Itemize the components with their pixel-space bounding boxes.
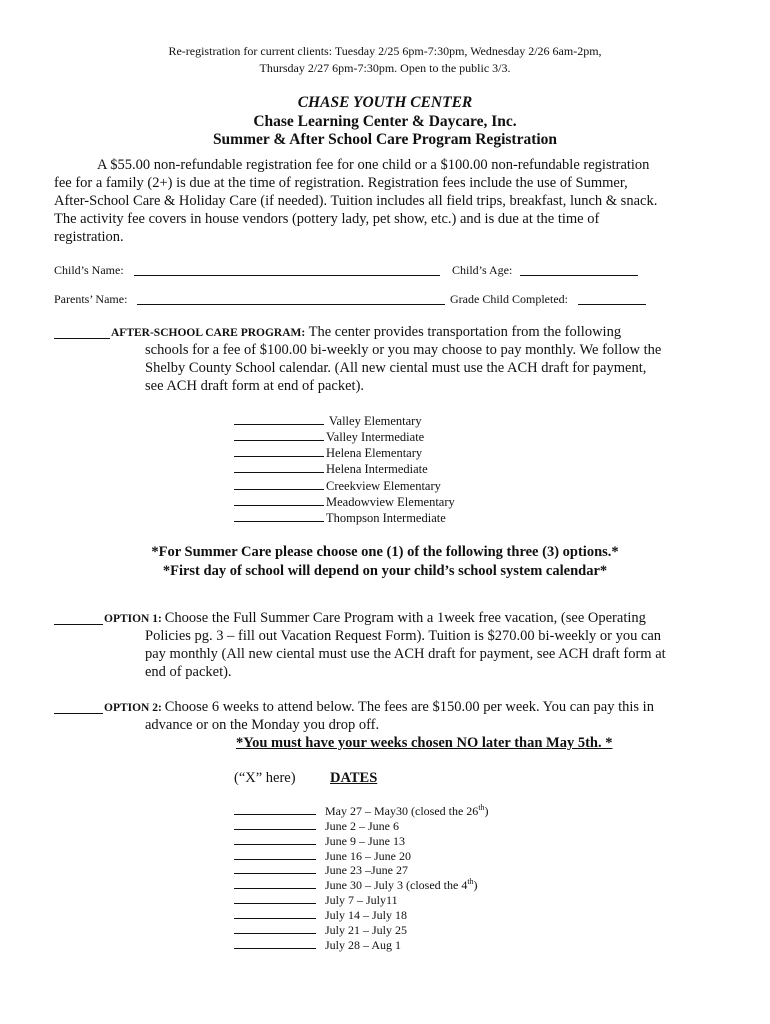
date-row	[234, 803, 489, 819]
week-sup: th	[467, 877, 474, 886]
summer-note-line2: *First day of school will depend on your child’s school system calendar*	[162, 563, 608, 579]
option1-desc-line3: pay monthly (All new ciental must use the ACH draft for payment, see ACH draft form at	[145, 646, 666, 662]
after-school-check-line[interactable]	[54, 327, 110, 339]
date-row	[234, 892, 398, 908]
after-school-desc-line4: see ACH draft form at end of packet).	[145, 378, 365, 394]
school-option-row	[234, 445, 422, 461]
week-check-line[interactable]	[234, 892, 316, 904]
org-title: CHASE YOUTH CENTER	[297, 94, 473, 111]
week-dates: July 28 – Aug 1	[325, 938, 402, 952]
date-row	[234, 937, 401, 953]
school-name: Creekview Elementary	[326, 479, 441, 493]
option1-heading	[104, 609, 646, 627]
school-name: Meadowview Elementary	[326, 495, 455, 509]
week-dates-tail: )	[473, 878, 478, 892]
week-dates: June 9 – June 13	[325, 834, 405, 848]
intro-line-1: A $55.00 non-refundable registration fee for one child or a $100.00 non-refundable registration	[97, 157, 650, 173]
after-school-desc-line2: schools for a fee of $100.00 bi-weekly or you may choose to pay monthly. We follow the	[145, 342, 662, 358]
school-check-line[interactable]	[234, 429, 324, 441]
option1-desc-line4: end of packet).	[145, 664, 232, 680]
week-check-line[interactable]	[234, 877, 316, 889]
week-check-line[interactable]	[234, 907, 316, 919]
school-name: Helena Elementary	[326, 446, 423, 460]
week-dates: July 21 – July 25	[325, 923, 408, 937]
week-check-line[interactable]	[234, 803, 316, 815]
child-name-label: Child’s Name:	[54, 263, 124, 277]
school-name: Helena Intermediate	[326, 462, 428, 476]
option1-check-line[interactable]	[54, 613, 103, 625]
school-check-line[interactable]	[234, 478, 324, 490]
week-dates: June 16 – June 20	[325, 849, 411, 863]
x-here-label: (“X” here)	[234, 770, 296, 786]
week-dates: June 30 – July 3 (closed the 4	[325, 878, 468, 892]
reregistration-notice-line1: Re-registration for current clients: Tuesday 2/25 6pm-7:30pm, Wednesday 2/26 6am-2pm,	[168, 44, 602, 58]
option2-title: OPTION 2:	[104, 702, 165, 714]
parents-name-field[interactable]	[137, 293, 445, 305]
option2-desc-line2: advance or on the Monday you drop off.	[145, 717, 380, 733]
option2-desc-line1: Choose 6 weeks to attend below. The fees are $150.00 per week. You can pay this in	[164, 699, 654, 715]
school-option-row	[234, 478, 441, 494]
week-check-line[interactable]	[234, 862, 316, 874]
summer-note-line1: *For Summer Care please choose one (1) of the following three (3) options.*	[151, 544, 619, 560]
option2-heading	[104, 698, 654, 716]
school-option-row	[234, 510, 446, 526]
parents-name-label: Parents’ Name:	[54, 292, 128, 306]
intro-line-5: registration.	[54, 229, 124, 245]
school-option-row	[234, 429, 424, 445]
date-row	[234, 907, 407, 923]
date-row	[234, 862, 408, 878]
date-row	[234, 922, 407, 938]
grade-completed-field[interactable]	[578, 293, 646, 305]
deadline-note: *You must have your weeks chosen NO later than May 5th. *	[236, 735, 613, 751]
after-school-title: AFTER-SCHOOL CARE PROGRAM:	[111, 327, 306, 339]
week-dates-tail: )	[484, 804, 489, 818]
intro-line-2: fee for a family (2+) is due at the time of registration. Registration fees include the use of Summer,	[54, 175, 628, 191]
child-age-label: Child’s Age:	[452, 263, 513, 277]
intro-line-4: The activity fee covers in house vendors (pottery lady, pet show, etc.) and is due at the time of	[54, 211, 600, 227]
week-dates: July 7 – July11	[325, 893, 398, 907]
week-check-line[interactable]	[234, 922, 316, 934]
child-age-field[interactable]	[520, 264, 638, 276]
week-dates: July 14 – July 18	[325, 908, 408, 922]
after-school-desc-line3: Shelby County School calendar. (All new ciental must use the ACH draft for payment,	[145, 360, 647, 376]
program-title: Summer & After School Care Program Registration	[212, 131, 558, 148]
school-name: Valley Elementary	[326, 414, 422, 428]
after-school-heading	[111, 323, 621, 341]
school-name: Valley Intermediate	[326, 430, 425, 444]
school-check-line[interactable]	[234, 413, 324, 425]
date-row	[234, 818, 399, 834]
week-sup: th	[478, 803, 485, 812]
school-name: Thompson Intermediate	[326, 511, 446, 525]
week-dates: May 27 – May30 (closed the 26	[325, 804, 479, 818]
school-check-line[interactable]	[234, 445, 324, 457]
org-subtitle: Chase Learning Center & Daycare, Inc.	[253, 113, 517, 130]
child-name-field[interactable]	[134, 264, 440, 276]
intro-line-3: After-School Care & Holiday Care (if needed). Tuition includes all field trips, breakfast, lunch & snack.	[54, 193, 658, 209]
week-dates: June 23 –June 27	[325, 863, 408, 877]
option1-title: OPTION 1:	[104, 613, 165, 625]
school-option-row	[234, 494, 455, 510]
option1-desc-line2: Policies pg. 3 – fill out Vacation Request Form). Tuition is $270.00 bi-weekly or you can	[145, 628, 662, 644]
week-check-line[interactable]	[234, 848, 316, 860]
dates-heading: DATES	[330, 770, 378, 786]
reregistration-notice-line2: Thursday 2/27 6pm-7:30pm. Open to the public 3/3.	[259, 61, 511, 75]
school-option-row	[234, 461, 428, 477]
school-check-line[interactable]	[234, 461, 324, 473]
after-school-desc-line1: The center provides transportation from the following	[305, 324, 622, 340]
school-check-line[interactable]	[234, 494, 324, 506]
week-check-line[interactable]	[234, 937, 316, 949]
date-row	[234, 877, 478, 893]
option2-check-line[interactable]	[54, 702, 103, 714]
option1-desc-line1: Choose the Full Summer Care Program with a 1week free vacation, (see Operating	[164, 610, 646, 626]
week-check-line[interactable]	[234, 818, 316, 830]
school-option-row	[234, 413, 422, 429]
week-dates: June 2 – June 6	[325, 819, 399, 833]
week-check-line[interactable]	[234, 833, 316, 845]
school-check-line[interactable]	[234, 510, 324, 522]
grade-completed-label: Grade Child Completed:	[450, 292, 568, 306]
date-row	[234, 833, 405, 849]
